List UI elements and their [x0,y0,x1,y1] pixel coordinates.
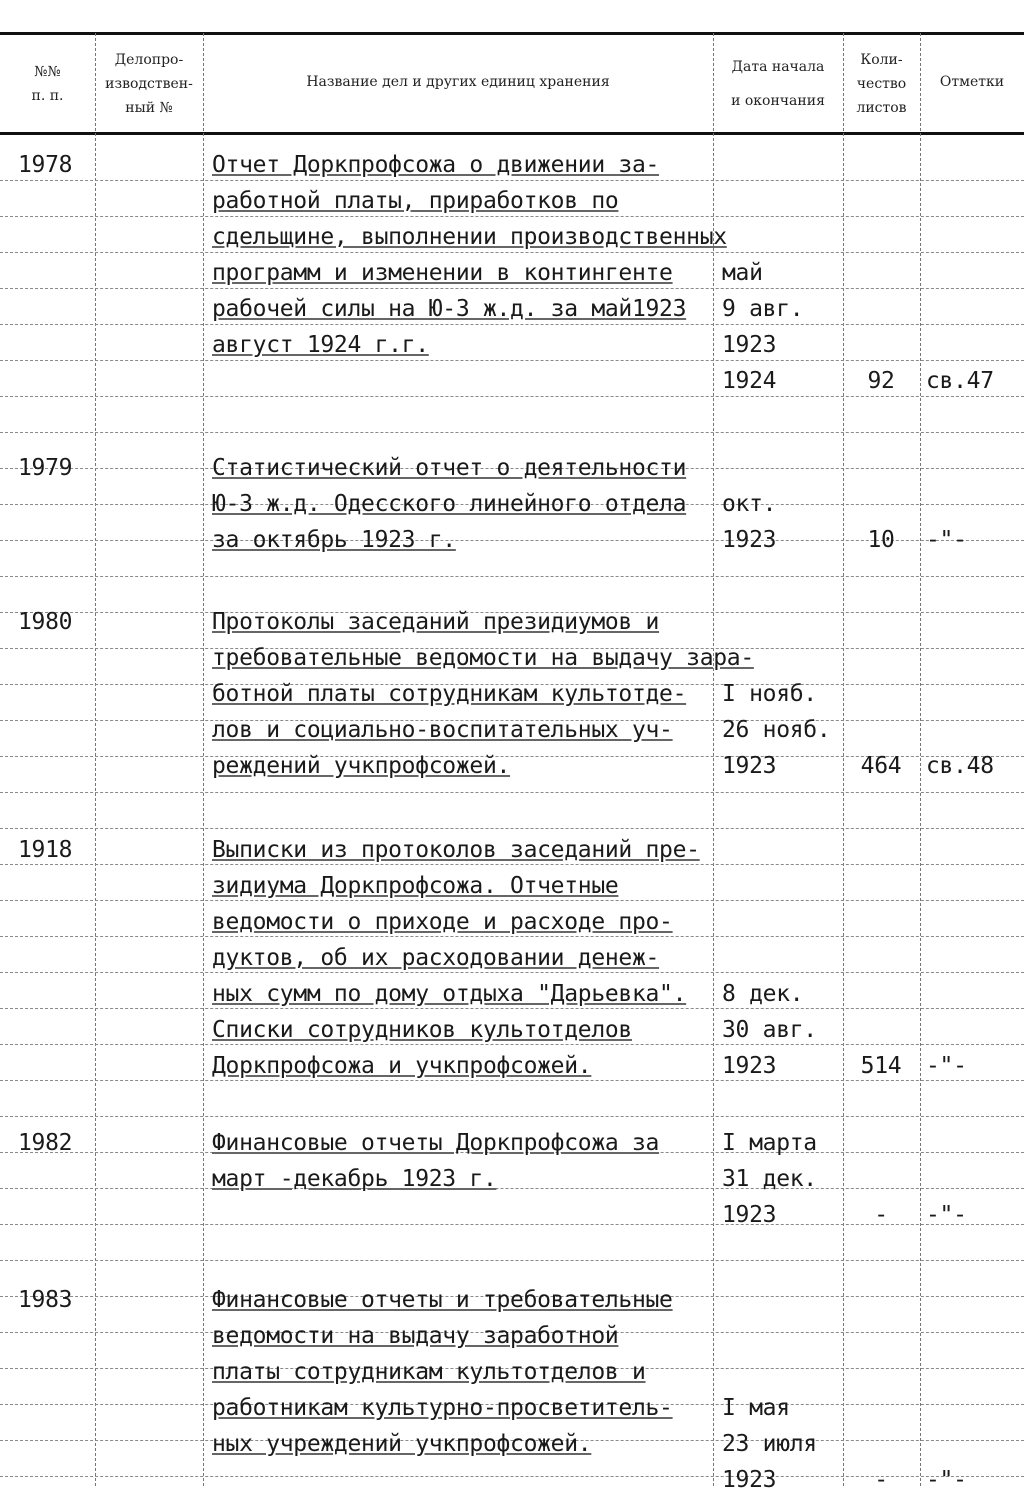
header-office-l1: Делопро- [114,52,184,68]
header-dates [713,36,843,132]
record-sheet-count: 464 [860,753,902,779]
record-sheet-count: 92 [867,368,895,394]
record-title-line: рабочей силы на Ю-З ж.д. за май1923 [212,296,687,322]
column-divider [95,33,96,1486]
record-title-line: реждений учкпрофсожей. [212,753,511,779]
top-border [0,32,1024,35]
header-office-l3: ный № [125,100,173,116]
record-date: 31 дек. [722,1166,817,1192]
record-note: -"- [926,1202,967,1228]
record-date: 9 авг. [722,296,804,322]
record-number: 1982 [18,1130,73,1156]
record-title-line: программ и изменении в контингенте [212,260,673,286]
header-dates-l2: и окончания [731,93,825,109]
ruled-line [0,1188,1024,1189]
header-dates-l1: Дата начала [731,59,825,75]
record-note: -"- [926,527,967,553]
header-sheets-l1: Коли- [860,52,903,68]
record-title-line: ведомости о приходе и расходе про- [212,909,673,935]
record-number: 1980 [18,609,73,635]
record-title-line: ведомости на выдачу заработной [212,1323,619,1349]
record-sheet-count: - [874,1202,888,1228]
record-title-line: март -декабрь 1923 г. [212,1166,497,1192]
ruled-line [0,792,1024,793]
record-number: 1978 [18,152,73,178]
ruled-line [0,1116,1024,1117]
record-title-line: Ю-З ж.д. Одесского линейного отдела [212,491,687,517]
header-notes [920,70,1024,100]
record-sheet-count: 10 [867,527,895,553]
record-title-line: ботной платы сотрудникам культотде- [212,681,687,707]
header-num-l2: п. п. [31,88,64,104]
record-date: 1923 [722,332,777,358]
record-date: 1923 [722,1202,777,1228]
column-divider [203,33,204,1486]
header-notes-text: Отметки [939,74,1005,90]
header-bottom-border [0,132,1024,135]
record-date: 1923 [722,753,777,779]
ruled-line [0,576,1024,577]
record-title-line: Списки сотрудников культотделов [212,1017,632,1043]
record-date: 1923 [722,1053,777,1079]
record-date: 8 дек. [722,981,804,1007]
record-date: 23 июля [722,1431,817,1457]
header-title-text: Название дел и других единиц хранения [306,74,610,90]
column-divider [843,33,844,1486]
record-sheet-count: 514 [860,1053,902,1079]
header-sheets-l2: чество [856,76,907,92]
record-date: окт. [722,491,777,517]
header-office-l2: изводствен- [105,76,193,92]
record-note: -"- [926,1467,967,1493]
record-title-line: Финансовые отчеты Доркпрофсожа за [212,1130,660,1156]
record-title-line: Финансовые отчеты и требовательные [212,1287,673,1313]
header-sheets-l3: листов [856,100,907,116]
record-date: I нояб. [722,681,817,707]
record-title-line: сдельщине, выполнении производственных [212,224,727,250]
record-date: 26 нояб. [722,717,831,743]
record-title-line: работной платы, приработков по [212,188,619,214]
record-number: 1918 [18,837,73,863]
record-date: 30 авг. [722,1017,817,1043]
record-title-line: Статистический отчет о деятельности [212,455,687,481]
record-note: св.48 [926,753,994,779]
record-date: 1924 [722,368,777,394]
record-date: 1923 [722,1467,777,1493]
record-title-line: ных сумм по дому отдыха "Дарьевка". [212,981,687,1007]
record-number: 1983 [18,1287,73,1313]
record-title-line: зидиума Доркпрофсожа. Отчетные [212,873,619,899]
header-num-l1: №№ [34,64,61,80]
record-title-line: за октябрь 1923 г. [212,527,456,553]
record-title-line: Доркпрофсожа и учкпрофсожей. [212,1053,592,1079]
record-number: 1979 [18,455,73,481]
record-date: I мая [722,1395,790,1421]
ruled-line [0,828,1024,829]
header-sheets [843,36,920,132]
record-title-line: требовательные ведомости на выдачу зара- [212,645,754,671]
record-title-line: дуктов, об их расходовании денеж- [212,945,660,971]
ruled-line [0,360,1024,361]
header-num [0,36,95,132]
record-title-line: ных учреждений учкпрофсожей. [212,1431,592,1457]
column-divider [920,33,921,1486]
record-title-line: Отчет Доркпрофсожа о движении за- [212,152,660,178]
record-title-line: платы сотрудникам культотделов и [212,1359,646,1385]
header-office-num [95,36,203,132]
record-note: св.47 [926,368,994,394]
record-date: май [722,260,763,286]
record-sheet-count: - [874,1467,888,1493]
record-note: -"- [926,1053,967,1079]
ruled-line [0,1260,1024,1261]
record-title-line: лов и социально-воспитательных уч- [212,717,673,743]
record-title-line: Выписки из протоколов заседаний пре- [212,837,700,863]
record-date: I марта [722,1130,817,1156]
record-title-line: Протоколы заседаний президиумов и [212,609,660,635]
record-title-line: август 1924 г.г. [212,332,429,358]
ruled-line [0,432,1024,433]
record-title-line: работникам культурно-просветитель- [212,1395,673,1421]
record-date: 1923 [722,527,777,553]
header-title [203,70,713,100]
